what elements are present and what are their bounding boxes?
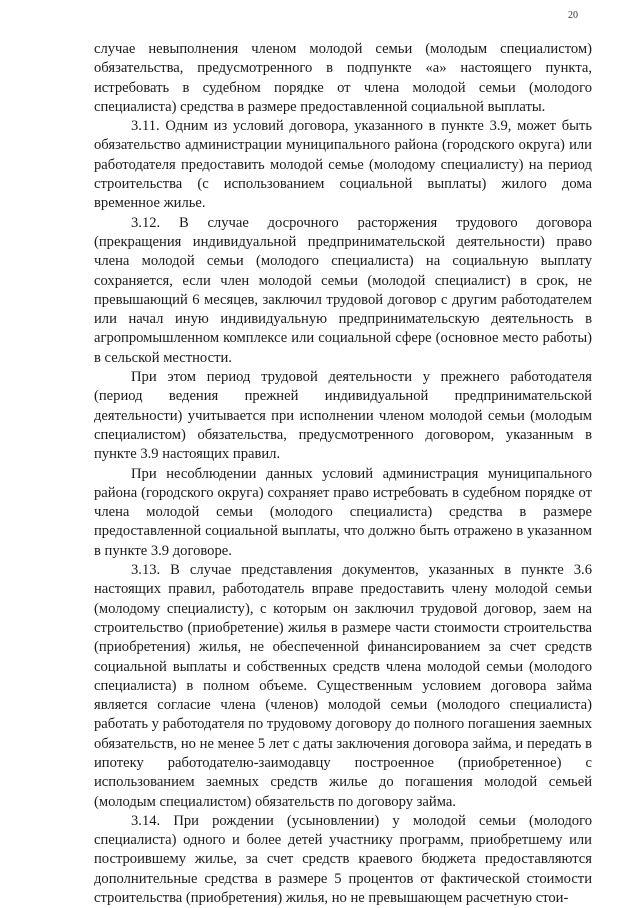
page-number: 20: [568, 10, 578, 21]
paragraph-continuation: случае невыполнения членом молодой семьи (молодым специалистом) обязательства, предусмотренного в подпункте «а» настоящего пункта, истребовать в судебном порядке от члена молодой семьи (молодого специалиста) средства в размере предоставленной социальной выплаты.: [94, 41, 592, 115]
paragraph-clause-3-13: 3.13. В случае представления документов, указанных в пункте 3.6 настоящих правил, работодатель вправе предоставить члену молодой семьи (молодому специалисту), с которым он заключил трудовой договор, заем на строительство (приобретение) жилья в размере части стоимости строительства (приобретения) жилья, не обеспеченной финансированием за счет средств социальной выплаты и собственных средств члена молодой семьи (молодого специалиста) в полном объеме. Существенным условием договора займа является согласие члена (членов) молодой семьи (молодого специалиста) работать у работодателя по трудовому договору до полного погашения заемных обязательств, но не менее 5 лет с даты заключения договора займа, и передать в ипотеку работодателю-заимодавцу построенное (приобретенное) с использованием заемных средств жилье до погашения молодой семьей (молодым специалистом) обязательств по договору займа.: [94, 562, 592, 810]
paragraph-clause-3-14: 3.14. При рождении (усыновлении) у молодой семьи (молодого специалиста) одного и более детей участнику программ, приобретшему или построившему жилье, за счет средств краевого бюджета предоставляются дополнительные средства в размере 5 процентов от фактической стоимости строительства (приобретения) жилья, но не превышающем расчетную стои-: [94, 812, 592, 907]
paragraph-clause-3-12-noncompliance: При несоблюдении данных условий администрация муниципального района (городского округа) сохраняет право истребовать в судебном порядке от члена молодой семьи (молодого специалиста) средства в размере предоставленной социальной выплаты, что должно быть отражено в указанном в пункте 3.9 договоре.: [94, 465, 592, 559]
paragraph-clause-3-12: 3.12. В случае досрочного расторжения трудового договора (прекращения индивидуальной предпринимательской деятельности) право члена молодой семьи (молодого специалиста) на социальную выплату сохраняется, если член молодой семьи (молодой специалист) в срок, не превышающий 6 месяцев, заключил трудовой договор с другим работодателем или начал иную индивидуальную предпринимательскую деятельность в агропромышленном комплексе или социальной сфере (основное место работы) в сельской местности.: [94, 214, 592, 366]
document-body: [94, 40, 592, 908]
paragraph-clause-3-11: 3.11. Одним из условий договора, указанного в пункте 3.9, может быть обязательство администрации муниципального района (городского округа) или работодателя предоставить молодой семье (молодому специалисту) на период строительства (с использованием социальной выплаты) жилого дома временное жилье.: [94, 118, 592, 212]
paragraph-clause-3-12-period: При этом период трудовой деятельности у прежнего работодателя (период ведения прежней индивидуальной предпринимательской деятельности) учитывается при исполнении членом молодой семьи (молодым специалистом) обязательства, предусмотренного договором, указанным в пункте 3.9 настоящих правил.: [94, 369, 592, 463]
